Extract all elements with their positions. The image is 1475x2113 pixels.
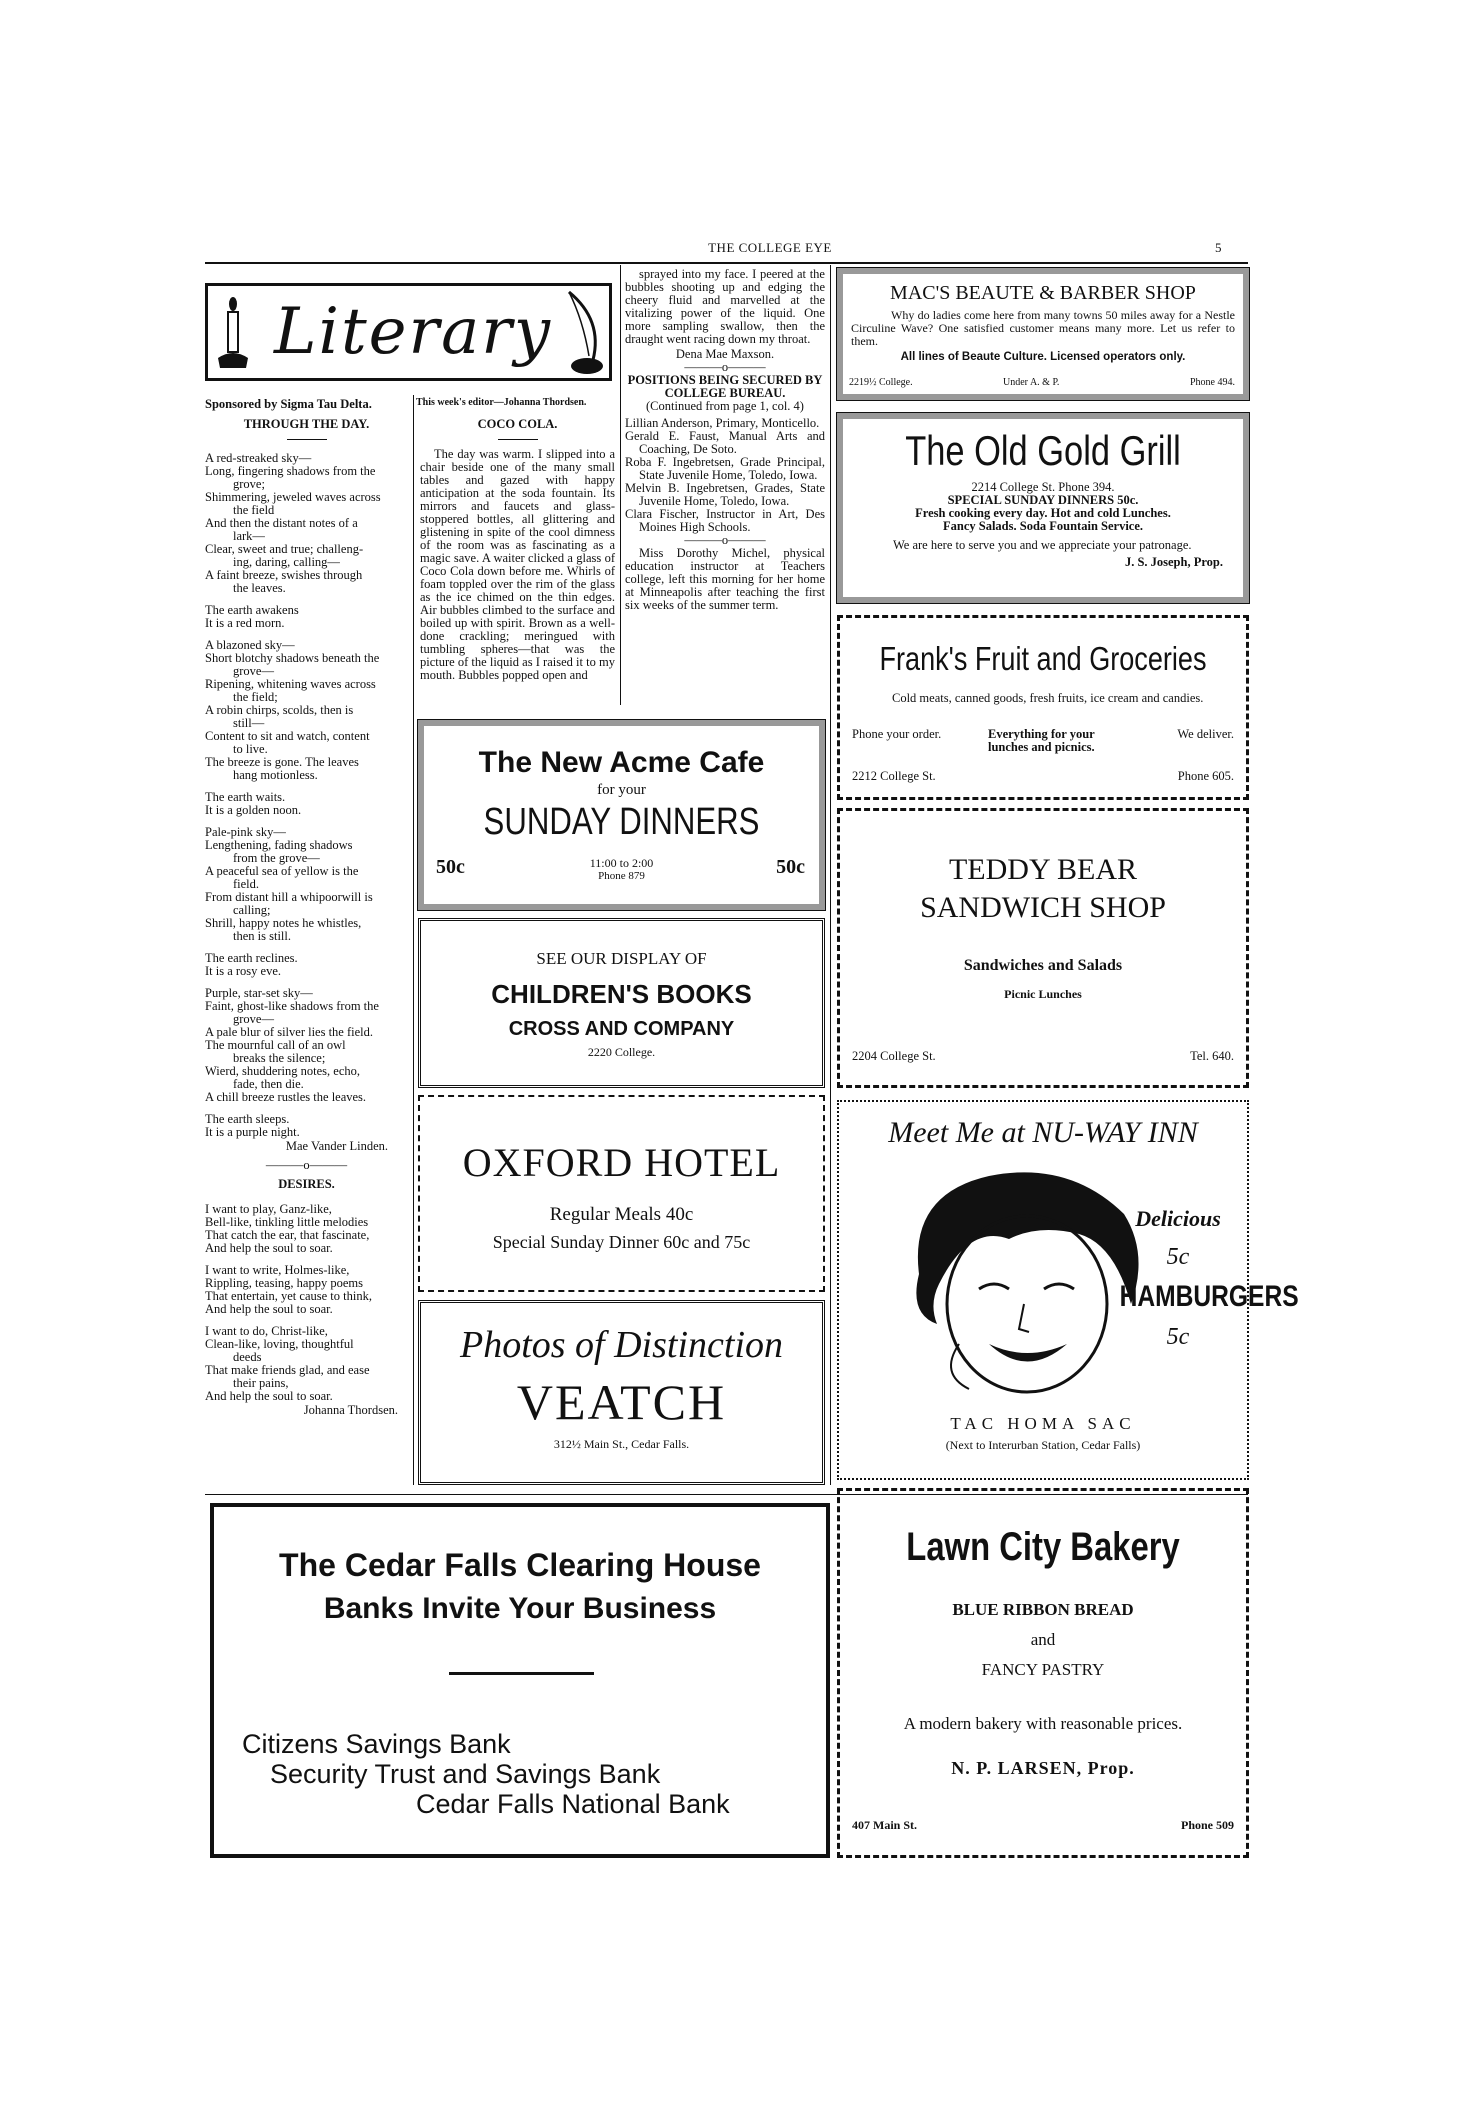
franks-deliver: We deliver. [1177, 727, 1234, 741]
macs-beaute-ad [837, 268, 1249, 400]
desires-stanzas [205, 1203, 408, 1403]
title-rule [287, 439, 327, 440]
macs-body: Why do ladies come here from many towns 50 miles away for a Nestle Circuline Wave? One satisfied customer means many more. Let us refer to them. [851, 308, 1235, 348]
acme-price-left: 50c [436, 856, 465, 878]
nuway-title: Meet Me at NU-WAY INN [888, 1116, 1198, 1149]
running-head: THE COLLEGE EYE [708, 240, 832, 255]
cross-company-ad [418, 918, 825, 1088]
franks-body: Cold meats, canned goods, fresh fruits, ice cream and candies. [892, 691, 1204, 705]
poem-line: Pale-pink sky— [205, 825, 286, 839]
banks-title-2: Banks Invite Your Business [323, 1592, 717, 1625]
poem-line: That entertain, yet cause to think, [205, 1289, 372, 1303]
acme-cafe-ad [418, 720, 825, 910]
position-entry: Melvin B. Ingebretsen, Grades, State Juvenile Home, Toledo, Iowa. [625, 481, 825, 508]
separator: ———o——— [265, 1158, 348, 1172]
poem-line: And help the soul to soar. [205, 1302, 333, 1316]
desires-title: DESIRES. [278, 1177, 335, 1191]
banks-rule [449, 1672, 594, 1675]
poem-line: still— [233, 716, 265, 730]
stanza [205, 1264, 408, 1316]
macs-tagline: All lines of Beaute Culture. Licensed operators only. [900, 351, 1186, 363]
acme-for-your: for your [597, 782, 646, 798]
oxford-special: Special Sunday Dinner 60c and 75c [492, 1232, 751, 1252]
nuway-price-2: 5c [1166, 1324, 1190, 1350]
poem-line: A chill breeze rustles the leaves. [205, 1090, 367, 1104]
veatch-name: VEATCH [516, 1374, 727, 1430]
poem-line: ing, daring, calling— [233, 555, 340, 569]
poem-line: field. [233, 877, 260, 891]
oxford-hotel-ad [418, 1095, 825, 1292]
title-rule [498, 439, 538, 440]
poem-line: calling; [233, 903, 271, 917]
poem-line: hang motionless. [233, 768, 318, 782]
poem-line: I want to play, Ganz-like, [205, 1202, 332, 1216]
teddy-title-2: SANDWICH SHOP [920, 891, 1166, 924]
through-the-day-poem [205, 418, 408, 1417]
macs-address: 2219½ College. [849, 377, 913, 388]
poem-line: grove— [233, 664, 274, 678]
poem-line: their pains, [233, 1376, 289, 1390]
cross-display: SEE OUR DISPLAY OF [536, 949, 707, 968]
poem-line: The mournful call of an owl [205, 1038, 346, 1052]
poem-line: A peaceful sea of yellow is the [205, 864, 359, 878]
position-entry: Clara Fischer, Instructor in Art, Des Moines High Schools. [625, 507, 825, 534]
poem-line: the field; [233, 690, 278, 704]
poem-line: The breeze is gone. The leaves [205, 755, 359, 769]
stanza [205, 1203, 408, 1255]
poem-line: And help the soul to soar. [205, 1389, 333, 1403]
position-entry: Lillian Anderson, Primary, Monticello. [625, 416, 820, 430]
poem-line: A blazoned sky— [205, 638, 295, 652]
stanza [205, 1113, 408, 1139]
poem-line: Clean-like, loving, thoughtful [205, 1337, 354, 1351]
page-number: 5 [1215, 240, 1222, 255]
teddy-sub: Sandwiches and Salads [963, 957, 1123, 974]
desires-author: Johanna Thordsen. [303, 1403, 398, 1417]
poem-line: Lengthening, fading shadows [205, 838, 353, 852]
franks-phone: Phone your order. [852, 727, 942, 741]
franks-everything: Everything for your lunches and picnics. [988, 727, 1095, 754]
poem-line: A robin chirps, scolds, then is [205, 703, 354, 717]
literary-title: Literary [273, 295, 553, 369]
positions-list [625, 417, 825, 534]
teddy-tel: Tel. 640. [1190, 1049, 1234, 1063]
old-gold-fancy: Fancy Salads. Soda Fountain Service. [942, 519, 1144, 533]
bank-1: Citizens Savings Bank [242, 1729, 511, 1759]
bakery-bread: BLUE RIBBON BREAD [952, 1600, 1134, 1619]
cross-company: CROSS AND COMPANY [508, 1018, 735, 1040]
acme-sunday: SUNDAY DINNERS [483, 801, 760, 843]
old-gold-prop: J. S. Joseph, Prop. [1124, 555, 1223, 569]
bakery-ad [837, 1488, 1249, 1858]
nuway-next: (Next to Interurban Station, Cedar Falls) [945, 1438, 1141, 1452]
stanza [205, 639, 408, 782]
bakery-prop: N. P. LARSEN, Prop. [951, 1758, 1135, 1778]
poem-line: And then the distant notes of a [205, 516, 358, 530]
positions-title: POSITIONS BEING SECURED BY COLLEGE BUREAU. [627, 373, 823, 400]
poem-line: A pale blur of silver lies the field. [205, 1025, 374, 1039]
franks-title: Frank's Fruit and Groceries [879, 640, 1207, 677]
franks-address: 2212 College St. [852, 769, 936, 783]
poem-line: grove; [233, 477, 265, 491]
poem-line: the leaves. [233, 581, 286, 595]
veatch-ad [418, 1300, 825, 1485]
cross-address: 2220 College. [587, 1045, 656, 1059]
continuation-author: Dena Mae Maxson. [675, 347, 775, 361]
sponsor-line: Sponsored by Sigma Tau Delta. [205, 397, 372, 411]
poem-line: Bell-like, tinkling little melodies [205, 1215, 369, 1229]
old-gold-title: The Old Gold Grill [905, 427, 1181, 474]
candle-icon [216, 296, 250, 376]
nuway-inn-ad [837, 1100, 1299, 1480]
nuway-delicious: Delicious [1135, 1206, 1221, 1231]
positions-continued: (Continued from page 1, col. 4) [646, 399, 804, 413]
stanza [205, 604, 408, 630]
poem-line: lark— [233, 529, 265, 543]
poem-author: Mae Vander Linden. [285, 1139, 388, 1153]
stanza [205, 987, 408, 1104]
poem-line: deeds [233, 1350, 262, 1364]
positions-note: Miss Dorothy Michel, physical education instructor at Teachers college, left this morning for her home at Minneapolis after teaching the first six weeks of the summer term. [625, 546, 825, 612]
bank-2: Security Trust and Savings Bank [270, 1759, 661, 1789]
poem-line: It is a rosy eve. [205, 964, 282, 978]
poem-line: Clear, sweet and true; challeng- [205, 542, 364, 556]
old-gold-fresh: Fresh cooking every day. Hot and cold Lunches. [915, 506, 1171, 520]
teddy-bear-ad [837, 808, 1249, 1088]
coco-cola-continuation [625, 268, 825, 612]
column-divider-3 [830, 265, 831, 1485]
article-title: COCO COLA. [477, 417, 558, 431]
macs-phone: Phone 494. [1190, 377, 1235, 388]
acme-hours: 11:00 to 2:00 [589, 856, 654, 870]
editor-line: This week's editor—Johanna Thordsen. [416, 397, 587, 408]
separator: ———o——— [684, 533, 766, 547]
poem-line: Purple, star-set sky— [205, 986, 313, 1000]
poem-line: from the grove— [233, 851, 320, 865]
veatch-photos: Photos of Distinction [460, 1324, 783, 1366]
header-rule [205, 262, 1248, 264]
poem-line: fade, then die. [233, 1077, 304, 1091]
franks-ad [837, 615, 1249, 800]
bakery-modern: A modern bakery with reasonable prices. [903, 1714, 1183, 1733]
acme-title: The New Acme Cafe [478, 746, 765, 779]
acme-phone: Phone 879 [598, 870, 645, 882]
poem-line: grove— [233, 1012, 274, 1026]
poem-line: The earth reclines. [205, 951, 298, 965]
poem-line: The earth awakens [205, 603, 299, 617]
poem-line: I want to do, Christ-like, [205, 1324, 328, 1338]
girl-portrait-icon [899, 1164, 1149, 1394]
poem-line: Content to sit and watch, content [205, 729, 370, 743]
poem-line: Wierd, shuddering notes, echo, [205, 1064, 361, 1078]
cross-books: CHILDREN'S BOOKS [491, 979, 752, 1009]
poem-line: Shimmering, jeweled waves across [205, 490, 381, 504]
macs-union: Under A. & P. [1003, 377, 1060, 388]
separator: ———o——— [684, 360, 766, 374]
nuway-hamburgers: HAMBURGERS [1119, 1280, 1299, 1313]
franks-phone-no: Phone 605. [1177, 769, 1234, 783]
old-gold-address: 2214 College St. Phone 394. [971, 480, 1115, 494]
bakery-phone: Phone 509 [1180, 1818, 1234, 1832]
poem-line: A faint breeze, swishes through [205, 568, 363, 582]
poem-line: Long, fingering shadows from the [205, 464, 376, 478]
banks-title-1: The Cedar Falls Clearing House [279, 1547, 761, 1583]
macs-title: MAC'S BEAUTE & BARBER SHOP [890, 282, 1196, 304]
poem-line: That make friends glad, and ease [205, 1363, 370, 1377]
old-gold-body: We are here to serve you and we appreciate your patronage. [893, 538, 1192, 552]
teddy-title-1: TEDDY BEAR [948, 853, 1138, 886]
oxford-meals: Regular Meals 40c [549, 1204, 694, 1225]
acme-price-right: 50c [776, 856, 805, 878]
poem-line: From distant hill a whipoorwill is [205, 890, 373, 904]
stanza [205, 452, 408, 595]
stanza [205, 826, 408, 943]
poem-line: Ripening, whitening waves across [205, 677, 376, 691]
poem-line: Faint, ghost-like shadows from the [205, 999, 379, 1013]
teddy-address: 2204 College St. [852, 1049, 936, 1063]
poem-line: Short blotchy shadows beneath the [205, 651, 380, 665]
poem-line: The earth sleeps. [205, 1112, 290, 1126]
poem-line: It is a golden noon. [205, 803, 302, 817]
bakery-address: 407 Main St. [852, 1818, 918, 1832]
article-body: The day was warm. I slipped into a chair beside one of the many small tables and gazed with happy anticipation at the soda fountain. Its mirrors and faucets and glass-stoppered bottles, all glittering and glistening in spite of the cool dimness of the room was as fascinating as a magic save. A waiter clicked a glass of Coco Cola down before me. Whirls of foam toppled over the rim of the glass as the ice chimed on the thin edges. Air bubbles climbed to the surface and boiled up with spirit. Brown as a well-done crackling; meringued with tumbling spheres—that was the picture of the liquid as I raised it to my mouth. Bubbles popped open and [420, 447, 615, 682]
poem-line: breaks the silence; [233, 1051, 326, 1065]
poem-line: then is still. [233, 929, 291, 943]
banks-ad [210, 1503, 830, 1858]
column-divider-1 [413, 395, 414, 1485]
poem-line: I want to write, Holmes-like, [205, 1263, 350, 1277]
position-entry: Gerald E. Faust, Manual Arts and Coaching, De Soto. [625, 429, 825, 456]
oxford-title: OXFORD HOTEL [462, 1140, 781, 1185]
old-gold-grill-ad [837, 413, 1249, 603]
poem-line: The earth waits. [205, 790, 286, 804]
continuation-body: sprayed into my face. I peered at the bubbles shooting up and edging the cheery fluid and marvelled at the vitalizing power of the liquid. One more sampling swallow, then the draught went racing down my throat. [625, 267, 825, 346]
column-divider-2 [620, 265, 621, 705]
coco-cola-article [420, 418, 615, 682]
stanza [205, 1325, 408, 1403]
stanza [205, 791, 408, 817]
poem-line: It is a red morn. [205, 616, 285, 630]
nuway-tac: TAC HOMA SAC [950, 1414, 1136, 1433]
bakery-and: and [1030, 1630, 1056, 1649]
poem-line: to live. [233, 742, 268, 756]
poem-line: That catch the ear, that fascinate, [205, 1228, 370, 1242]
old-gold-special: SPECIAL SUNDAY DINNERS 50c. [947, 493, 1139, 507]
stanza [205, 952, 408, 978]
poem-stanzas [205, 452, 408, 1139]
poem-title: THROUGH THE DAY. [243, 417, 370, 431]
bakery-pastry: FANCY PASTRY [981, 1660, 1105, 1679]
literary-banner [205, 283, 612, 381]
position-entry: Roba F. Ingebretsen, Grade Principal, State Juvenile Home, Toledo, Iowa. [625, 455, 825, 482]
quill-inkwell-icon [563, 290, 607, 376]
poem-line: the field [233, 503, 275, 517]
teddy-picnic: Picnic Lunches [1004, 987, 1082, 1001]
nuway-price-1: 5c [1166, 1244, 1190, 1270]
poem-line: Rippling, teasing, happy poems [205, 1276, 363, 1290]
poem-line: A red-streaked sky— [205, 451, 312, 465]
poem-line: Shrill, happy notes he whistles, [205, 916, 362, 930]
bank-3: Cedar Falls National Bank [416, 1789, 730, 1819]
veatch-address: 312½ Main St., Cedar Falls. [553, 1437, 690, 1451]
bakery-title: Lawn City Bakery [906, 1525, 1180, 1569]
poem-line: It is a purple night. [205, 1125, 300, 1139]
poem-line: And help the soul to soar. [205, 1241, 333, 1255]
